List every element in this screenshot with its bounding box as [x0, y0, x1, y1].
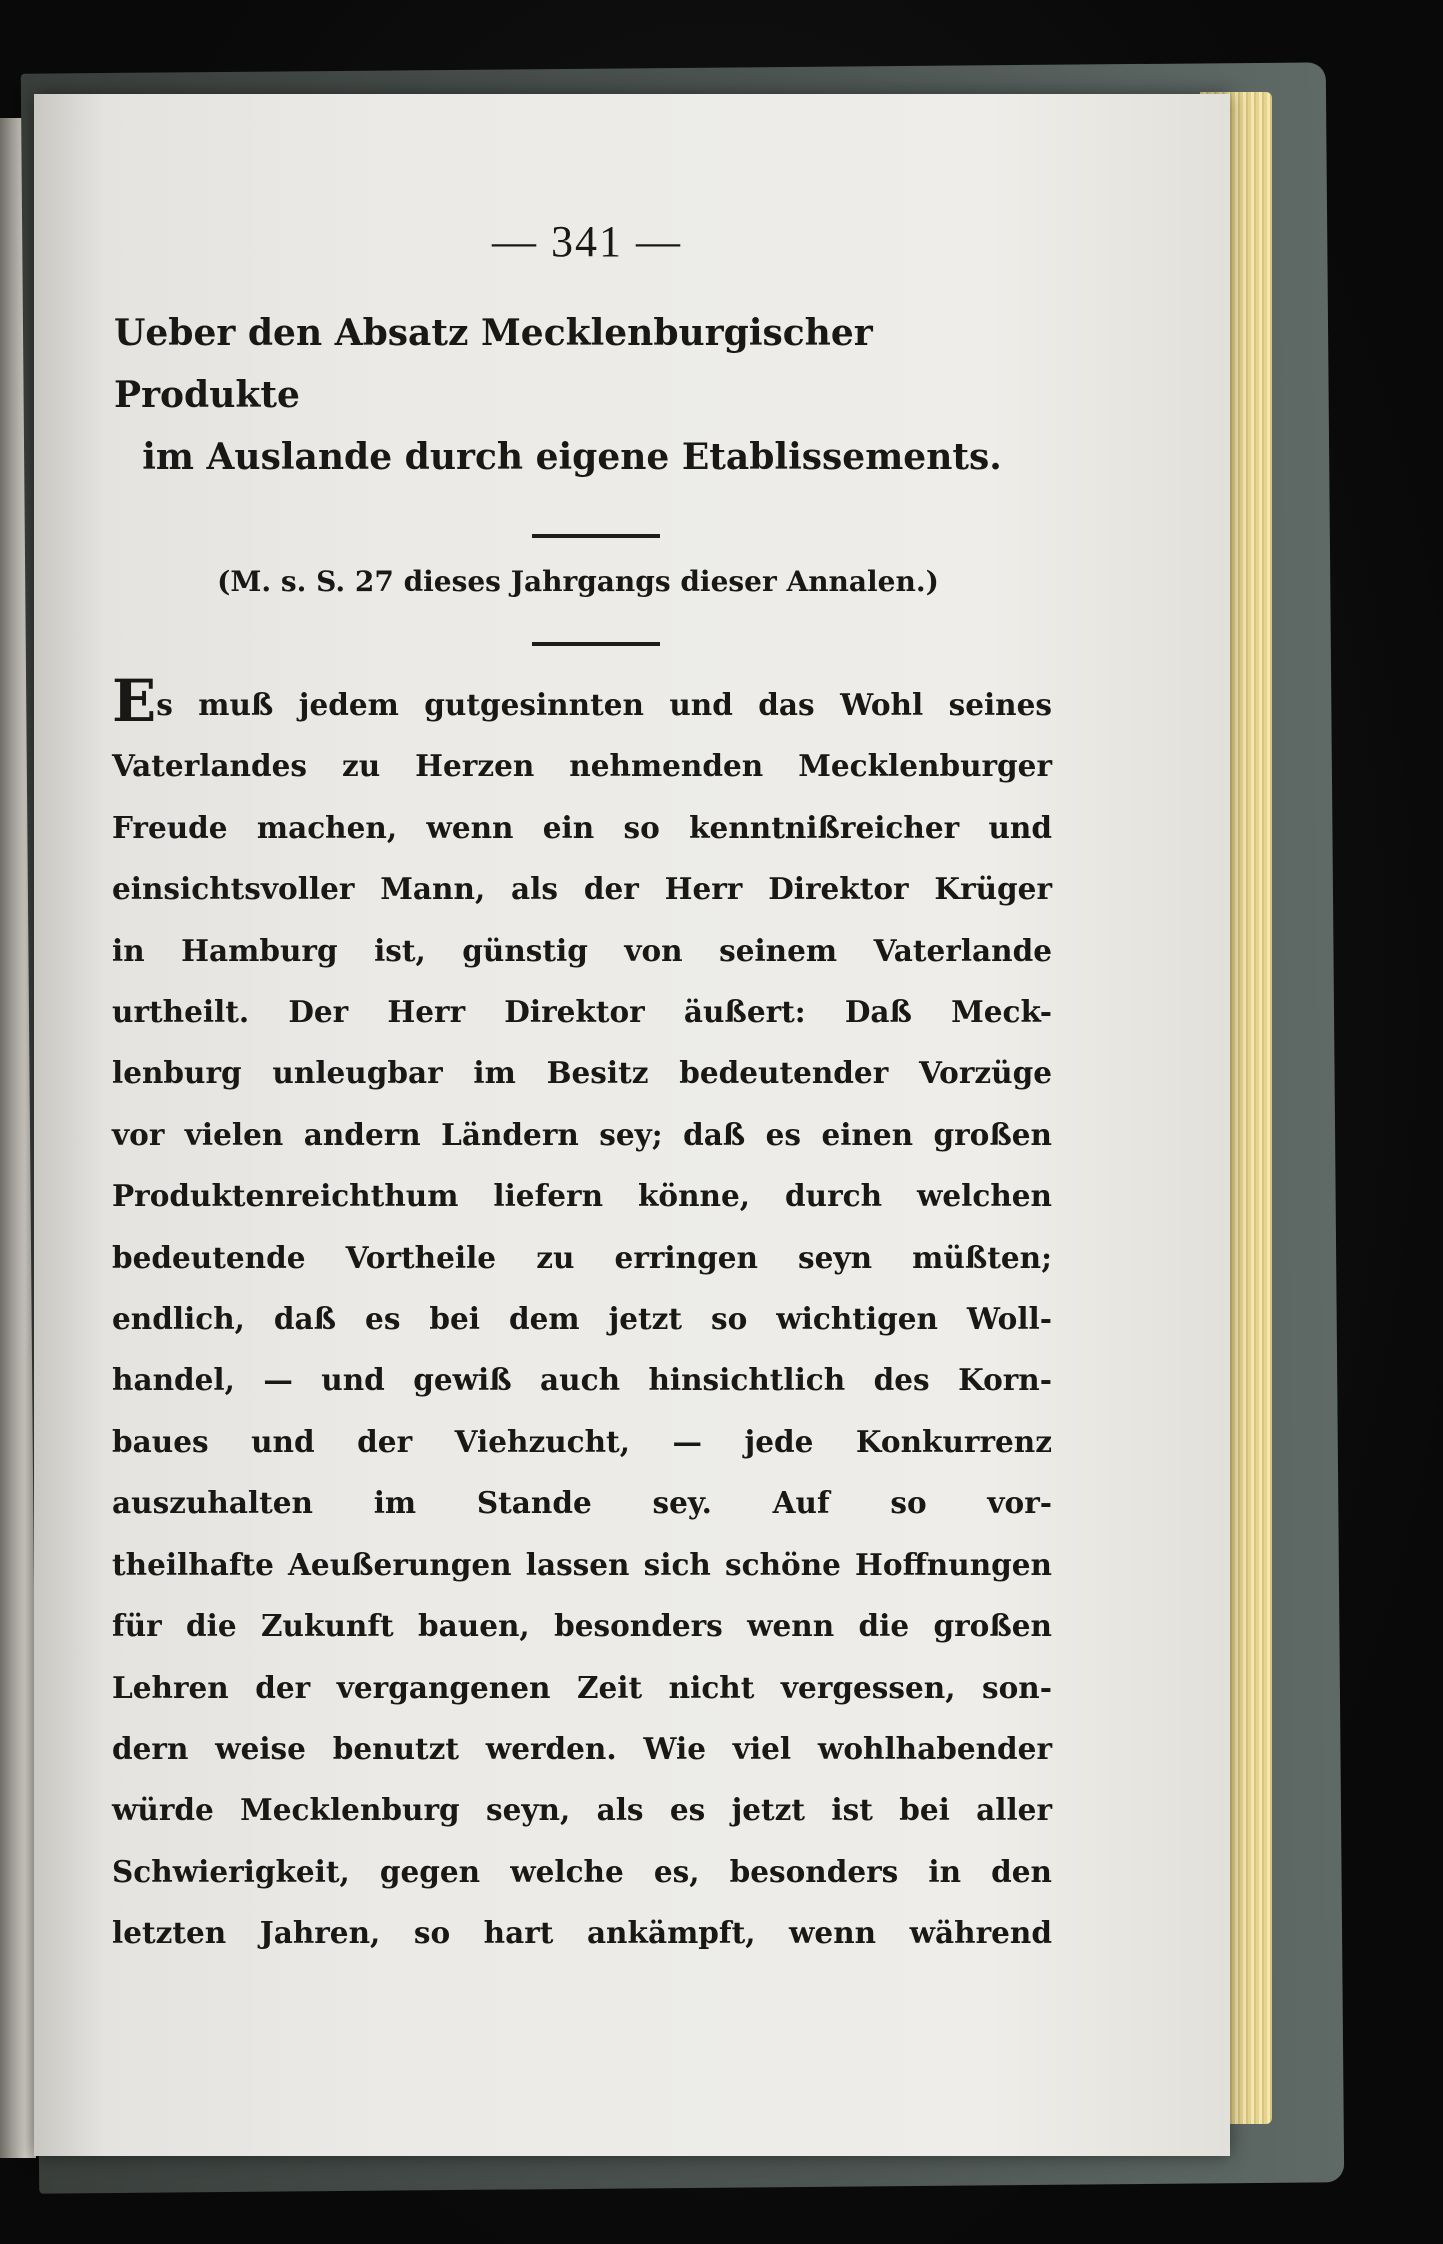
page-number: — 341 —: [492, 217, 682, 266]
reference-note: (M. s. S. 27 dieses Jahrgangs dieser Annalen.): [217, 565, 939, 598]
text-line: Freude machen, wenn ein so kenntnißreicher und: [112, 809, 1052, 845]
text-line: handel, — und gewiß auch hinsichtlich des Korn-: [112, 1362, 1052, 1398]
text-line: würde Mecklenburg seyn, als es jetzt ist bei aller: [112, 1792, 1052, 1828]
text-line: bedeutende Vortheile zu erringen seyn müßten;: [112, 1239, 1052, 1275]
text-line: dern weise benutzt werden. Wie viel wohlhabender: [112, 1730, 1052, 1766]
text-line: lenburg unleugbar im Besitz bedeutender Vorzüge: [112, 1055, 1052, 1091]
text-line: Lehren der vergangenen Zeit nicht vergessen, son-: [112, 1669, 1052, 1705]
text-line: einsichtsvoller Mann, als der Herr Direktor Krüger: [112, 871, 1052, 907]
title-divider: [532, 534, 660, 538]
text-line: in Hamburg ist, günstig von seinem Vaterlande: [112, 932, 1052, 968]
body-text: [112, 667, 1052, 1964]
text-line: urtheilt. Der Herr Direktor äußert: Daß Meck-: [112, 994, 1052, 1030]
text-line: vor vielen andern Ländern sey; daß es einen großen: [112, 1116, 1052, 1152]
text-line: Produktenreichthum liefern könne, durch welchen: [112, 1178, 1052, 1214]
text-line: baues und der Viehzucht, — jede Konkurrenz: [112, 1423, 1052, 1459]
text-line: Schwierigkeit, gegen welche es, besonders in den: [112, 1853, 1052, 1889]
text-line: für die Zukunft bauen, besonders wenn die großen: [112, 1608, 1052, 1644]
text-line: auszuhalten im Stande sey. Auf so vor-: [112, 1485, 1052, 1521]
text-line: letzten Jahren, so hart ankämpft, wenn während: [112, 1915, 1052, 1951]
reference-divider: [532, 642, 660, 646]
article-title-line-2: im Auslande durch eigene Etablissements.: [142, 436, 1002, 478]
book-page: [34, 94, 1230, 2156]
page-content: [112, 217, 1052, 1964]
article-title-line-1: Ueber den Absatz Mecklenburgischer Produkte: [114, 312, 873, 416]
drop-cap: E: [112, 667, 157, 735]
text-line: Es muß jedem gutgesinnten und das Wohl seines: [112, 667, 1052, 735]
text-line: theilhafte Aeußerungen lassen sich schöne Hoffnungen: [112, 1546, 1052, 1582]
text-line: endlich, daß es bei dem jetzt so wichtigen Woll-: [112, 1301, 1052, 1337]
text-line: Vaterlandes zu Herzen nehmenden Mecklenburger: [112, 748, 1052, 784]
